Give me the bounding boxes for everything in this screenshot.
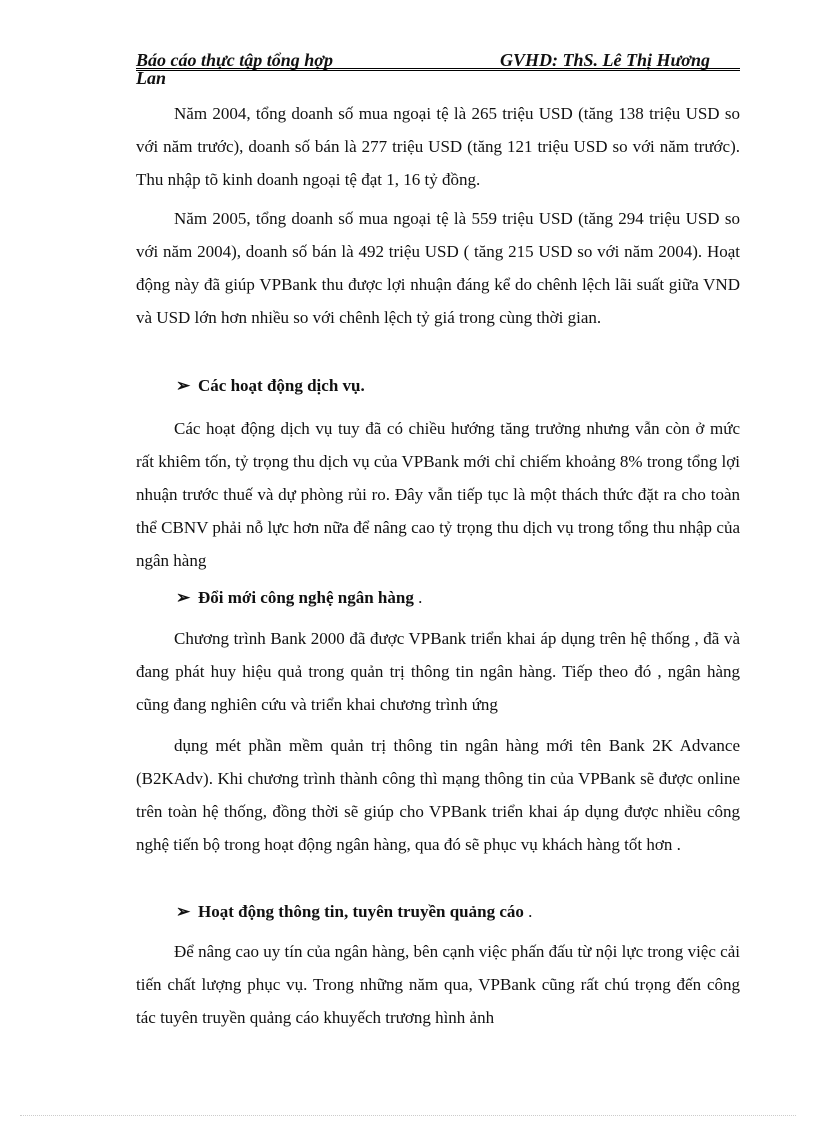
heading-service-activities (176, 375, 736, 397)
header-report-title: Báo cáo thực tập tổng hợp (136, 50, 333, 70)
heading-tail: . (413, 588, 423, 607)
header-supervisor: GVHD: ThS. Lê Thị Hương (500, 50, 710, 70)
paragraph-bank2000: Chương trình Bank 2000 đã được VPBank triển khai áp dụng trên hệ thống , đã và đang phát huy hiệu quả trong quản trị thông tin ngân hàng. Tiếp theo đó , ngân hàng cũng đang nghiên cứu và triển khai chương trình ứng (136, 629, 740, 714)
heading-text: Các hoạt động dịch vụ. (198, 376, 365, 395)
heading-tail: . (523, 902, 533, 921)
heading-information-advertising (176, 901, 736, 923)
arrow-bullet-icon: ➢ (176, 376, 191, 395)
paragraph-2005-forex: Năm 2005, tổng doanh số mua ngoại tệ là 559 triệu USD (tăng 294 triệu USD so với năm 2004), doanh số bán là 492 triệu USD ( tăng 215 USD so với năm 2004). Hoạt động này đã giúp VPBank thu được lợi nhuận đáng kể do chênh lệch lãi suất giữa VND và USD lớn hơn nhiều so với chênh lệch tỷ giá trong cùng thời gian. (136, 209, 740, 327)
header-supervisor-continued: Lan (136, 68, 167, 88)
paragraph-service-activities: Các hoạt động dịch vụ tuy đã có chiều hướng tăng trưởng nhưng vẫn còn ở mức rất khiêm tốn, tỷ trọng thu dịch vụ của VPBank mới chỉ chiếm khoảng 8% trong tổng lợi nhuận trước thuế và dự phòng rủi ro. Đây vẫn tiếp tục là một thách thức đặt ra cho toàn thể CBNV phải nỗ lực hơn nữa để nâng cao tỷ trọng thu dịch vụ trong tổng thu nhập của ngân hàng (136, 419, 740, 570)
page-bottom-border (20, 1115, 796, 1116)
heading-text: Hoạt động thông tin, tuyên truyền quảng cáo (198, 902, 524, 921)
arrow-bullet-icon: ➢ (176, 902, 191, 921)
heading-text: Đổi mới công nghệ ngân hàng (198, 588, 414, 607)
paragraph-2004-forex: Năm 2004, tổng doanh số mua ngoại tệ là 265 triệu USD (tăng 138 triệu USD so với năm trước), doanh số bán là 277 triệu USD (tăng 121 triệu USD so với năm trước). Thu nhập tõ kinh doanh ngoại tệ đạt 1, 16 tỷ đồng. (136, 104, 740, 189)
arrow-bullet-icon: ➢ (176, 588, 191, 607)
header-divider (136, 68, 740, 71)
paragraph-b2kadv: dụng mét phần mềm quản trị thông tin ngân hàng mới tên Bank 2K Advance (B2KAdv). Khi chương trình thành công thì mạng thông tin của VPBank sẽ được online trên toàn hệ thống, đồng thời sẽ giúp cho VPBank triển khai áp dụng được nhiều công nghệ tiến bộ trong hoạt động ngân hàng, qua đó sẽ phục vụ khách hàng tốt hơn . (136, 736, 740, 854)
paragraph-advertising: Để nâng cao uy tín của ngân hàng, bên cạnh việc phấn đấu từ nội lực trong việc cải tiến chất lượng phục vụ. Trong những năm qua, VPBank cũng rất chú trọng đến công tác tuyên truyền quảng cáo khuyếch trương hình ảnh (136, 942, 740, 1027)
heading-technology-innovation (176, 587, 736, 609)
